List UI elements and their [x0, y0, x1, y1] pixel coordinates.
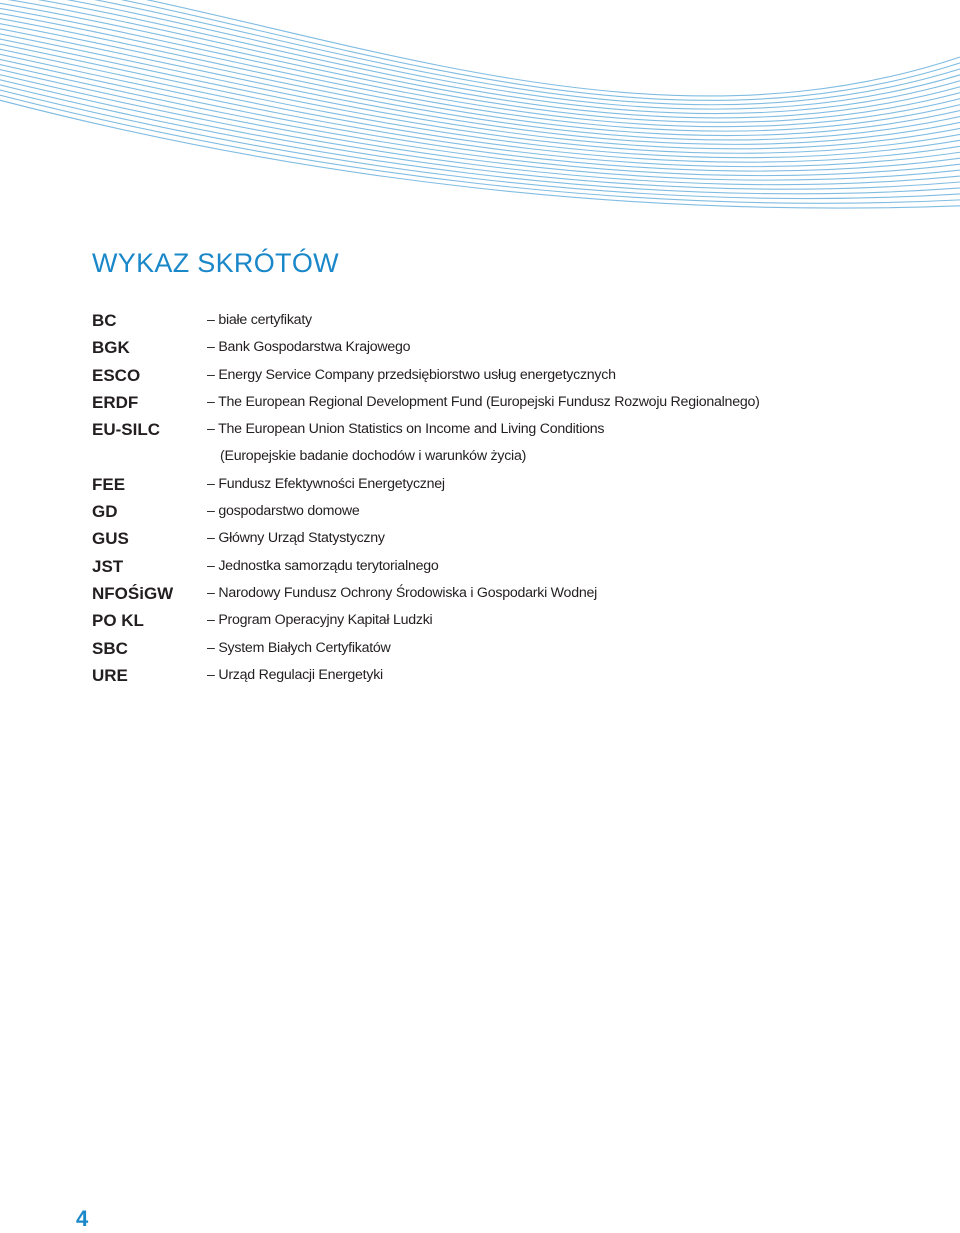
abbreviation-code: GUS [92, 529, 129, 549]
wave-lines-icon [0, 0, 960, 220]
definition-line: – System Białych Certyfikatów [207, 639, 391, 656]
abbreviation-definition [207, 471, 872, 498]
abbreviation-row [92, 389, 872, 416]
abbreviation-code: EU-SILC [92, 420, 160, 440]
abbreviation-row [92, 607, 872, 634]
abbreviation-code: BC [92, 311, 117, 330]
abbreviation-definition [207, 607, 872, 634]
page-title: WYKAZ SKRÓTÓW [92, 248, 339, 278]
abbreviation-definition [207, 498, 872, 525]
abbreviation-code: JST [92, 556, 124, 576]
abbreviation-code: FEE [92, 474, 126, 494]
abbreviation-list [92, 307, 872, 689]
definition-line: – białe certyfikaty [207, 312, 312, 328]
abbreviation-code: BGK [92, 338, 130, 358]
abbreviation-row [92, 334, 872, 361]
abbreviation-definition [207, 662, 872, 689]
definition-continuation: (Europejskie badanie dochodów i warunków życia) [220, 448, 527, 465]
abbreviation-code: PO KL [92, 611, 144, 631]
abbreviation-row [92, 635, 872, 662]
definition-line: – The European Regional Development Fund (Europejski Fundusz Rozwoju Regionalnego) [207, 393, 760, 410]
abbreviation-row [92, 362, 872, 389]
definition-line: – Główny Urząd Statystyczny [207, 530, 385, 547]
abbreviation-row [92, 307, 872, 334]
definition-line: – gospodarstwo domowe [207, 503, 360, 520]
abbreviation-definition [207, 416, 872, 471]
abbreviation-row [92, 662, 872, 689]
definition-line: – Urząd Regulacji Energetyki [207, 666, 383, 683]
abbreviation-definition [207, 334, 872, 361]
abbreviation-code: SBC [92, 638, 128, 658]
abbreviation-row [92, 416, 872, 471]
abbreviation-definition [207, 525, 872, 552]
abbreviation-definition [207, 389, 872, 416]
abbreviation-code: ESCO [92, 365, 141, 385]
definition-line: – Narodowy Fundusz Ochrony Środowiska i Gospodarki Wodnej [207, 584, 598, 601]
definition-line: – Program Operacyjny Kapitał Ludzki [207, 612, 433, 629]
abbreviation-code: ERDF [92, 392, 139, 412]
abbreviation-code: URE [92, 665, 128, 685]
definition-line: – Jednostka samorządu terytorialnego [207, 557, 439, 574]
definition-line: – Energy Service Company przedsiębiorstwo usług energetycznych [207, 366, 616, 383]
abbreviation-row [92, 553, 872, 580]
abbreviation-row [92, 498, 872, 525]
abbreviation-definition [207, 553, 872, 580]
page-number: 4 [76, 1206, 89, 1231]
abbreviation-row [92, 525, 872, 552]
abbreviation-definition [207, 635, 872, 662]
definition-line: – Bank Gospodarstwa Krajowego [207, 339, 411, 356]
abbreviation-row [92, 471, 872, 498]
abbreviation-definition [207, 307, 872, 334]
abbreviation-definition [207, 580, 872, 607]
abbreviation-definition [207, 362, 872, 389]
abbreviation-code: NFOŚiGW [92, 583, 174, 603]
abbreviation-code: GD [92, 502, 118, 522]
abbreviation-row [92, 580, 872, 607]
definition-line: – The European Union Statistics on Income and Living Conditions [207, 421, 605, 438]
definition-line: – Fundusz Efektywności Energetycznej [207, 475, 445, 492]
wave-line [0, 0, 960, 109]
